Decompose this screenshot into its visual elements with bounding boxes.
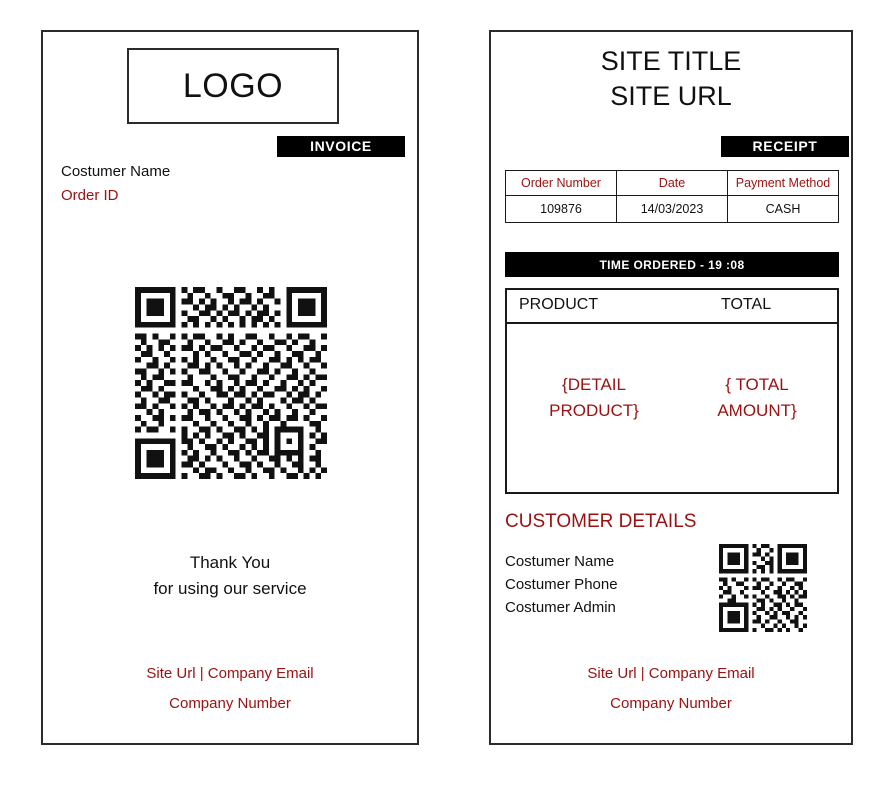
table-row: [506, 196, 839, 223]
site-url: SITE URL: [610, 81, 732, 111]
qr-code-small-svg: [719, 544, 807, 632]
total-amount-line1: { TOTAL: [725, 375, 789, 394]
value-order-number: 109876: [506, 196, 617, 223]
product-total-box: [505, 288, 839, 494]
total-amount-placeholder: [682, 372, 832, 424]
header-total: TOTAL: [721, 296, 772, 313]
product-detail-line1: {DETAIL: [562, 375, 626, 394]
header-date: Date: [617, 171, 728, 196]
site-header: [491, 44, 851, 114]
customer-details-title: CUSTOMER DETAILS: [505, 511, 697, 532]
total-amount-line2: AMOUNT}: [717, 401, 797, 420]
qr-code-svg: [135, 287, 327, 479]
value-payment-method: CASH: [728, 196, 839, 223]
qr-code-large: [135, 287, 327, 479]
receipt-footer-line2: Company Number: [610, 695, 732, 712]
value-date: 14/03/2023: [617, 196, 728, 223]
header-order-number: Order Number: [506, 171, 617, 196]
invoice-customer-name: Costumer Name: [61, 163, 171, 180]
header-product: PRODUCT: [519, 296, 599, 313]
receipt-card: [489, 30, 853, 745]
receipt-footer-line1: Site Url | Company Email: [587, 665, 755, 682]
product-table-body: [507, 324, 837, 494]
invoice-order-id: Order ID: [61, 187, 119, 204]
invoice-footer-line2: Company Number: [169, 695, 291, 712]
invoice-footer: [43, 659, 417, 719]
site-title: SITE TITLE: [600, 46, 742, 76]
product-table-header: [507, 290, 837, 324]
header-payment-method: Payment Method: [728, 171, 839, 196]
order-meta-table: [505, 170, 839, 223]
thank-you-line2: for using our service: [153, 579, 307, 598]
time-ordered-bar: TIME ORDERED - 19 :08: [505, 252, 839, 277]
thank-you-line1: Thank You: [189, 553, 271, 572]
invoice-tag-badge: INVOICE: [277, 136, 405, 157]
receipt-footer: [491, 659, 851, 719]
receipt-tag-badge: RECEIPT: [721, 136, 849, 157]
customer-admin: Costumer Admin: [505, 599, 616, 616]
qr-code-small: [719, 544, 807, 632]
logo-text: LOGO: [182, 66, 284, 105]
customer-phone: Costumer Phone: [505, 576, 618, 593]
product-detail-placeholder: [519, 372, 669, 424]
invoice-card: [41, 30, 419, 745]
table-header-row: [506, 171, 839, 196]
customer-details-list: [505, 550, 618, 619]
customer-name: Costumer Name: [505, 553, 615, 570]
invoice-footer-line1: Site Url | Company Email: [146, 665, 314, 682]
thank-you-block: [43, 550, 417, 602]
product-detail-line2: PRODUCT}: [549, 401, 639, 420]
logo-box: [127, 48, 339, 124]
